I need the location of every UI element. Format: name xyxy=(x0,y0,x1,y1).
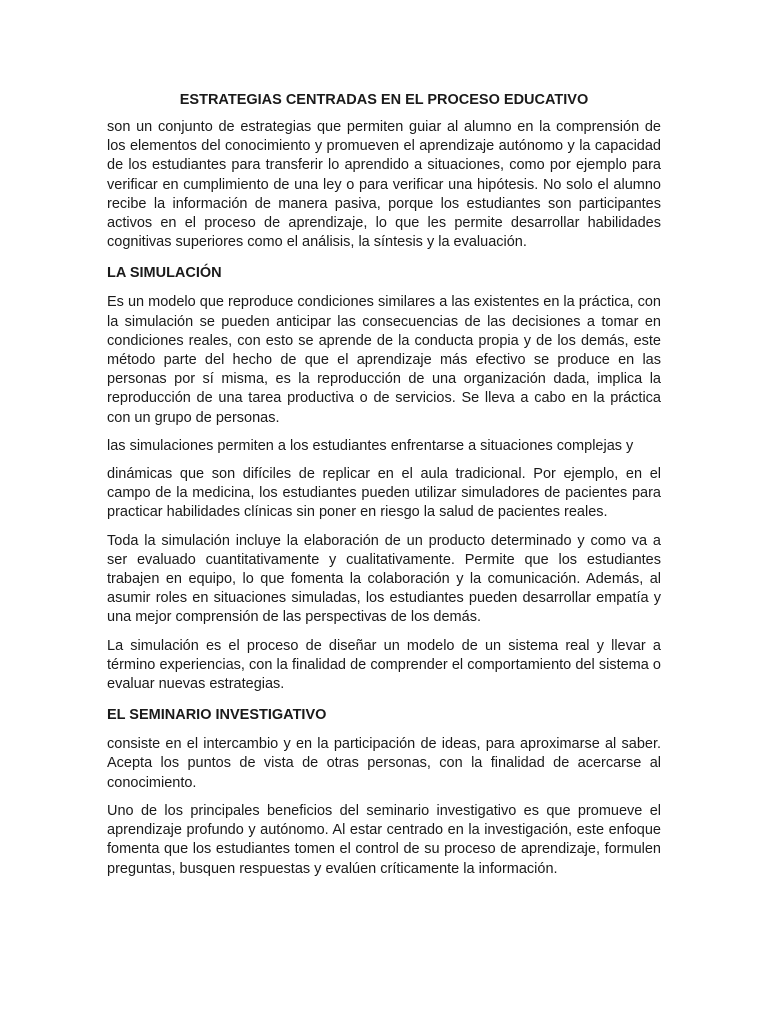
paragraph: las simulaciones permiten a los estudiantes enfrentarse a situaciones complejas y xyxy=(107,437,634,454)
paragraph: Es un modelo que reproduce condiciones similares a las existentes en la práctica, con la simulación se pueden anticipar las consecuencias de las decisiones a tomar en condiciones reales, con esto se aprende de la conducta propia y de los demás, este método parte del hecho de que el aprendizaje más efectivo se produce en las personas por sí misma, es la reproducción de una organización dada, implica la reproducción de una tarea productiva o de servicios. Se lleva a cabo en la práctica con un grupo de personas. xyxy=(107,294,661,426)
paragraph: Uno de los principales beneficios del seminario investigativo es que promueve el aprendizaje profundo y autónomo. Al estar centrado en la investigación, este enfoque fomenta que los estudiantes tomen el control de su proceso de aprendizaje, formulen preguntas, busquen respuestas y evalúen críticamente la información. xyxy=(107,802,661,877)
intro-paragraph: son un conjunto de estrategias que permiten guiar al alumno en la comprensión de los elementos del conocimiento y promueven el aprendizaje autónomo y la capacidad de los estudiantes para transferir lo aprendido a situaciones, como por ejemplo para verificar en cumplimiento de una ley o para verificar una hipótesis. No solo el alumno recibe la información de manera pasiva, porque los estudiantes son participantes activos en el proceso de aprendizaje, lo que les permite desarrollar habilidades cognitivas superiores como el análisis, la síntesis y la evaluación. xyxy=(107,119,661,251)
section-simulacion xyxy=(107,264,661,694)
section-seminario-investigativo xyxy=(107,706,661,878)
document-title: ESTRATEGIAS CENTRADAS EN EL PROCESO EDUCATIVO xyxy=(179,92,589,108)
section-heading-simulacion: LA SIMULACIÓN xyxy=(107,265,222,282)
section-heading-seminario: EL SEMINARIO INVESTIGATIVO xyxy=(107,707,327,724)
paragraph: La simulación es el proceso de diseñar un modelo de un sistema real y llevar a término experiencias, con la finalidad de comprender el comportamiento del sistema o evaluar nuevas estrategias. xyxy=(107,637,661,693)
paragraph: consiste en el intercambio y en la participación de ideas, para aproximarse al saber. Acepta los puntos de vista de otras personas, con la finalidad de acercarse al conocimiento. xyxy=(107,736,661,791)
paragraph: dinámicas que son difíciles de replicar en el aula tradicional. Por ejemplo, en el campo de la medicina, los estudiantes pueden utilizar simuladores de pacientes para practicar habilidades clínicas sin poner en riesgo la salud de pacientes reales. xyxy=(107,466,661,521)
paragraph: Toda la simulación incluye la elaboración de un producto determinado y como va a ser evaluado cuantitativamente y cualitativamente. Permite que los estudiantes trabajen en equipo, lo que fomenta la colaboración y la comunicación. Además, al asumir roles en situaciones simuladas, los estudiantes pueden desarrollar empatía y una mejor comprensión de las perspectivas de los demás. xyxy=(107,532,661,626)
